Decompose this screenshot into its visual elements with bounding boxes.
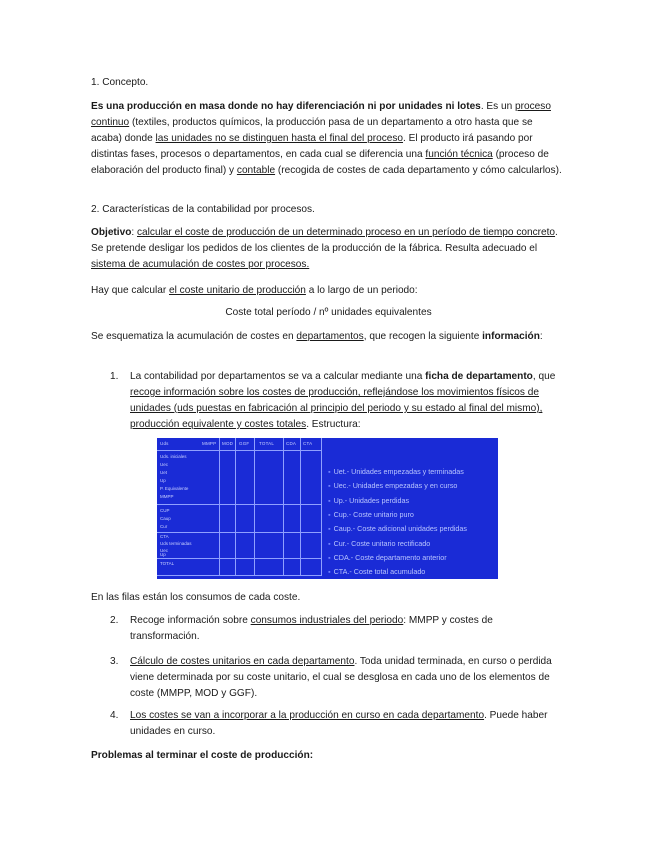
underlined-term: las unidades no se distinguen hasta el final del proceso	[155, 133, 404, 144]
text: :	[131, 227, 137, 238]
ficha-header: TOTAL	[259, 441, 275, 446]
text: Recoge información sobre	[130, 615, 251, 626]
paragraph-coste-unitario	[91, 283, 566, 299]
underlined-term: departamentos	[296, 331, 364, 342]
legend-text: Up.- Unidades perdidas	[333, 496, 410, 505]
legend-item	[328, 467, 464, 476]
underlined-term: sistema de acumulación de costes por procesos.	[91, 259, 310, 270]
ficha-row-label: TOTAL	[160, 561, 175, 566]
list-number: 4.	[110, 710, 119, 721]
legend-item	[328, 524, 467, 533]
heading-concepto: 1. Concepto.	[91, 77, 149, 88]
square-bullet-icon: ▪	[328, 481, 331, 490]
ficha-row-label: Uds terminadas	[160, 541, 192, 546]
ficha-row-label: Cur	[160, 524, 168, 529]
underlined-term: proceso continuo	[91, 101, 551, 128]
ficha-row-label: CTA	[160, 534, 169, 539]
text: (proceso de elaboración del producto final) y	[91, 149, 549, 176]
square-bullet-icon: ▪	[328, 553, 331, 562]
text: La contabilidad por departamentos se va a calcular mediante una	[130, 371, 426, 382]
text: (textiles, productos químicos, la producción pasa de un departamento a otro hasta que se acaba) donde	[91, 117, 533, 144]
ficha-header: CTA	[303, 441, 313, 446]
formula: Coste total período / nº unidades equivalentes	[225, 307, 432, 318]
text: a lo largo de un periodo:	[305, 285, 418, 296]
ficha-header: Uds	[160, 441, 169, 446]
square-bullet-icon: ▪	[328, 467, 331, 476]
text: , que recogen la siguiente	[363, 331, 483, 342]
list-number: 3.	[110, 656, 119, 667]
legend-item	[328, 567, 425, 576]
emphasis-objetivo: Objetivo	[91, 227, 132, 238]
legend-text: Cur.- Coste unitario rectificado	[333, 539, 431, 548]
list-number: 1.	[110, 371, 119, 382]
ficha-table	[157, 438, 322, 576]
heading-problemas: Problemas al terminar el coste de producción:	[91, 750, 314, 761]
legend-text: Cup.- Coste unitario puro	[333, 510, 414, 519]
legend-text: Uec.- Unidades empezadas y en curso	[333, 481, 458, 490]
underlined-term: contable	[236, 165, 276, 176]
ficha-row-label: Uec	[160, 548, 169, 553]
ficha-header: MMPP	[202, 441, 217, 446]
underlined-term: el coste unitario de producción	[169, 285, 306, 296]
text: (recogida de costes de cada departamento y cómo calcularlos).	[275, 165, 562, 176]
legend-text: Caup.- Coste adicional unidades perdidas	[333, 524, 468, 533]
square-bullet-icon: ▪	[328, 539, 331, 548]
legend-item	[328, 496, 409, 505]
underlined-term: Los costes se van a incorporar a la producción en curso en cada departamento	[130, 710, 485, 721]
underlined-term: calcular el coste de producción de un determinado proceso en un período de tiempo concreto	[137, 227, 556, 238]
ficha-row-label: CUP	[160, 508, 170, 513]
underlined-term: recoge información sobre los costes de producción, reflejándose los movimientos físicos de unidades (uds puestas en fabricación al principio del periodo y su estado al final del mismo), producción equivalente y costes totales	[130, 387, 543, 430]
text: , que	[532, 371, 556, 382]
square-bullet-icon: ▪	[328, 524, 331, 533]
ficha-header: CDA	[286, 441, 297, 446]
heading-caracteristicas: 2. Características de la contabilidad por procesos.	[91, 204, 315, 215]
square-bullet-icon: ▪	[328, 496, 331, 505]
text: Hay que calcular	[91, 285, 169, 296]
ficha-departamento-figure	[157, 438, 498, 579]
legend-text: CTA.- Coste total acumulado	[333, 567, 426, 576]
emphasis-informacion: información	[482, 331, 540, 342]
text: . Toda unidad terminada, en curso o perdida viene determinada por su coste unitario, el cual se desglosa en cada uno de los elementos de coste (MMPP, MOD y GGF).	[130, 656, 552, 699]
list-item	[130, 369, 565, 433]
text: . El producto irá pasando por distintas fases, procesos o departamentos, en cada cual se diferencia una	[91, 133, 533, 160]
ficha-row-label: Uec	[160, 462, 169, 467]
underlined-term: Cálculo de costes unitarios en cada departamento	[130, 656, 355, 667]
legend-item	[328, 510, 414, 519]
list-item	[130, 708, 565, 740]
text: : MMPP y costes de transformación.	[130, 615, 493, 642]
paragraph-departamentos	[91, 329, 566, 345]
ficha-row-label: MMPP	[160, 494, 174, 499]
paragraph-concepto	[91, 99, 566, 179]
ficha-row-label: Uds. iniciales	[160, 454, 187, 459]
text: . Puede haber unidades en curso.	[130, 710, 548, 737]
emphasis-definition: Es una producción en masa donde no hay diferenciación ni por unidades ni lotes	[91, 101, 481, 112]
underlined-term: consumos industriales del periodo	[250, 615, 404, 626]
ficha-header: MOD	[222, 441, 234, 446]
list-item	[130, 654, 565, 702]
paragraph-objetivo	[91, 225, 566, 273]
ficha-header: GGF	[239, 441, 250, 446]
legend-item	[328, 481, 457, 490]
ficha-row-label: Up	[160, 478, 166, 483]
text: . Se pretende desligar los pedidos de los clientes de la producción de la fábrica. Resulta adecuado el	[91, 227, 558, 254]
text: :	[539, 331, 543, 342]
paragraph-filas: En las filas están los consumos de cada coste.	[91, 592, 301, 603]
text: . Estructura:	[306, 419, 361, 430]
ficha-row-label: Caup	[160, 516, 171, 521]
square-bullet-icon: ▪	[328, 510, 331, 519]
list-number: 2.	[110, 615, 119, 626]
legend-item	[328, 553, 447, 562]
ficha-row-label: Up	[160, 552, 166, 557]
ficha-row-label: Uet	[160, 470, 168, 475]
text: . Es un	[480, 101, 516, 112]
square-bullet-icon: ▪	[328, 567, 331, 576]
legend-item	[328, 539, 430, 548]
text: Se esquematiza la acumulación de costes en	[91, 331, 297, 342]
list-item	[130, 613, 565, 645]
ficha-row-label: P. Equivalente	[160, 486, 189, 491]
legend-text: CDA.- Coste departamento anterior	[333, 553, 447, 562]
legend-text: Uet.- Unidades empezadas y terminadas	[333, 467, 464, 476]
underlined-term: función técnica	[425, 149, 493, 160]
emphasis-ficha: ficha de departamento	[425, 371, 533, 382]
